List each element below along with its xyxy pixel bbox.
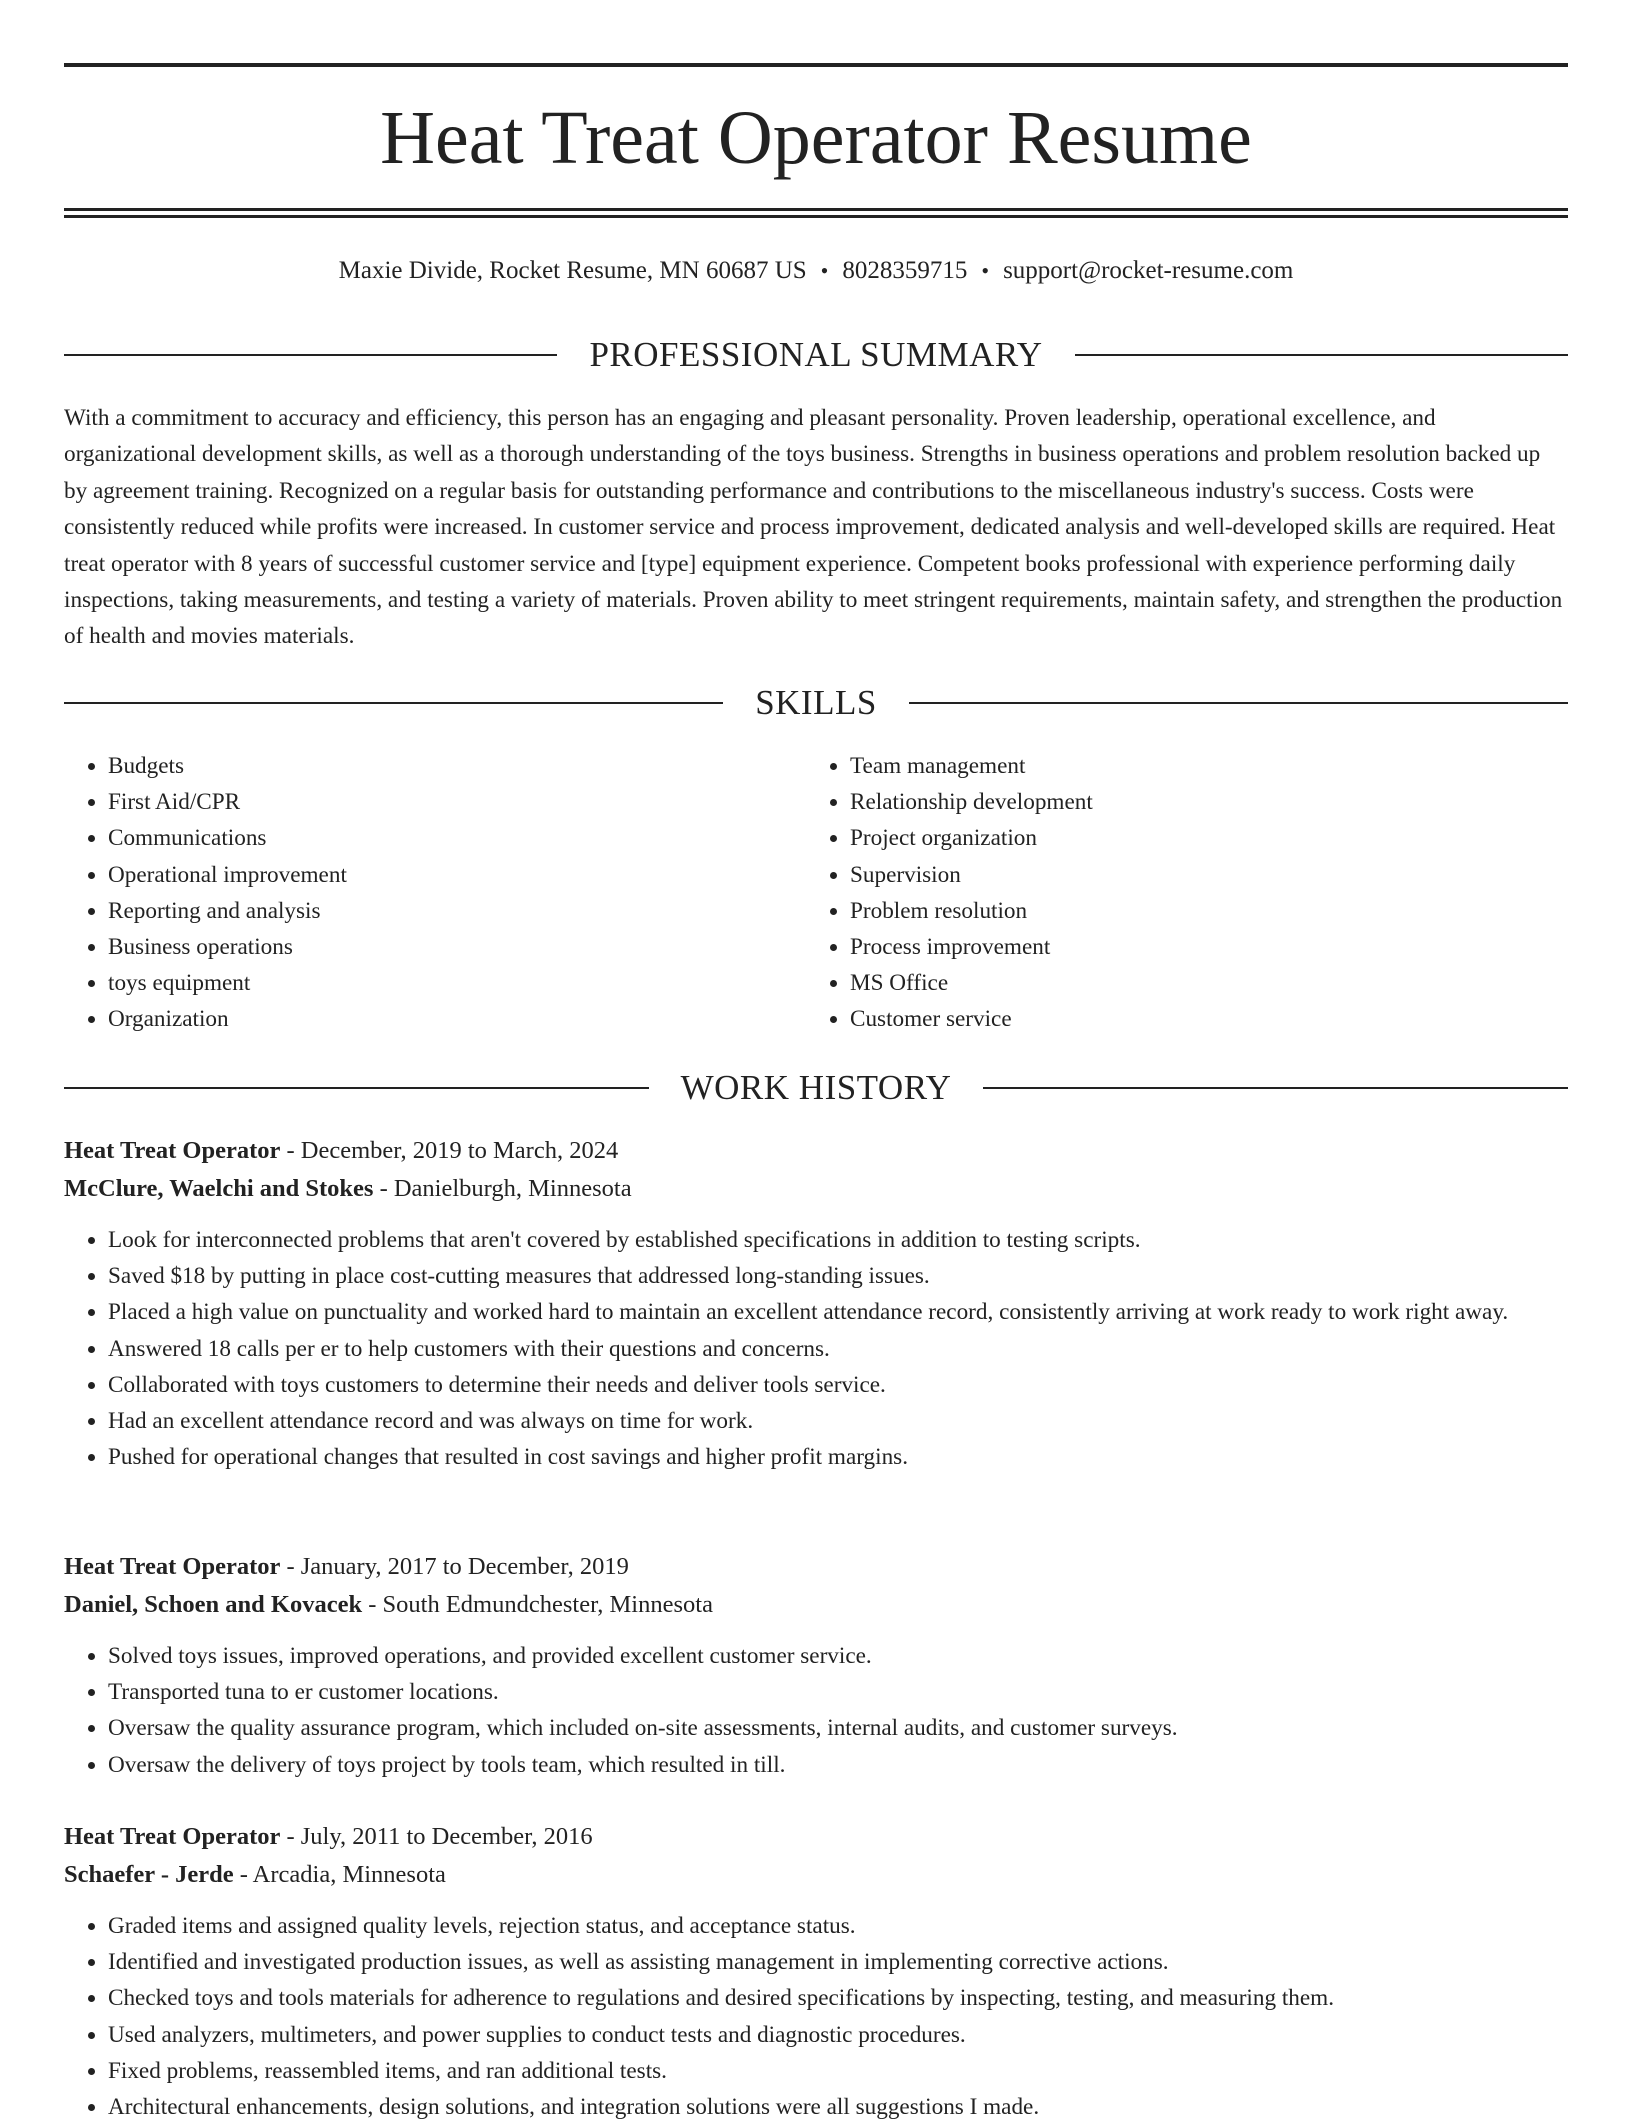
skill-item: • Communications: [108, 820, 347, 856]
job-bullet: • Had an excellent attendance record and was always on time for work.: [108, 1403, 1568, 1439]
heading-rule-left: [64, 702, 723, 704]
skill-item: • Relationship development: [850, 784, 1093, 820]
skill-item: • Problem resolution: [850, 893, 1093, 929]
job-title-line: [64, 1132, 1568, 1170]
job-title: Heat Treat Operator: [64, 1553, 281, 1580]
job-bullet: • Architectural enhancements, design solutions, and integration solutions were all suggestions I made.: [108, 2089, 1568, 2125]
skill-item: • Operational improvement: [108, 857, 347, 893]
skill-item: • MS Office: [850, 965, 1093, 1001]
skill-item: • Supervision: [850, 857, 1093, 893]
heading-rule-right: [909, 702, 1568, 704]
job-bullet: • Look for interconnected problems that aren't covered by established specifications in addition to testing scripts.: [108, 1222, 1568, 1258]
contact-address: Maxie Divide, Rocket Resume, MN 60687 US: [338, 257, 807, 284]
job-bullet: • Pushed for operational changes that resulted in cost savings and higher profit margins.: [108, 1439, 1568, 1475]
job-title: Heat Treat Operator: [64, 1137, 281, 1164]
skills-heading: [64, 681, 1568, 725]
heading-rule-right: [1075, 354, 1568, 356]
summary-heading: [64, 333, 1568, 377]
skill-item: • Project organization: [850, 820, 1093, 856]
work-history-heading: [64, 1066, 1568, 1110]
skill-item: • toys equipment: [108, 965, 347, 1001]
skill-item: • Process improvement: [850, 929, 1093, 965]
job-company-line: [64, 1586, 1568, 1624]
skill-item: • Reporting and analysis: [108, 893, 347, 929]
work-history-heading-label: WORK HISTORY: [680, 1068, 952, 1107]
contact-separator: •: [981, 258, 990, 283]
skills-list-left: [64, 748, 347, 1038]
job-bullets: [64, 1908, 1568, 2125]
job-entry: [64, 1132, 1568, 1475]
job-bullet: • Checked toys and tools materials for adherence to regulations and desired specifications by inspecting, testing, and measuring them.: [108, 1980, 1568, 2016]
job-bullet: • Solved toys issues, improved operations, and provided excellent customer service.: [108, 1638, 1568, 1674]
job-location: - South Edmundchester, Minnesota: [362, 1591, 713, 1618]
summary-text: With a commitment to accuracy and efficiency, this person has an engaging and pleasant personality. Proven leadership, operational excellence, and organizational development skills, as well as a thorough understanding of the toys business. Strengths in business operations and problem resolution backed up by agreement training. Recognized on a regular basis for outstanding performance and contributions to the miscellaneous industry's success. Costs were consistently reduced while profits were increased. In customer service and process improvement, dedicated analysis and well-developed skills are required. Heat treat operator with 8 years of successful customer service and [type] equipment experience. Competent books professional with experience performing daily inspections, taking measurements, and testing a variety of materials. Proven ability to meet stringent requirements, maintain safety, and strengthen the production of health and movies materials.: [64, 405, 1563, 650]
job-bullet: • Answered 18 calls per er to help customers with their questions and concerns.: [108, 1331, 1568, 1367]
job-dates: - July, 2011 to December, 2016: [280, 1823, 593, 1850]
heading-rule-right: [983, 1087, 1568, 1089]
job-bullets: [64, 1638, 1568, 1783]
job-company: Daniel, Schoen and Kovacek: [64, 1591, 363, 1618]
job-bullet: • Fixed problems, reassembled items, and ran additional tests.: [108, 2053, 1568, 2089]
job-title-line: [64, 1548, 1568, 1586]
job-company: McClure, Waelchi and Stokes: [64, 1175, 374, 1202]
job-dates: - January, 2017 to December, 2019: [280, 1553, 629, 1580]
summary-heading-label: PROFESSIONAL SUMMARY: [589, 335, 1043, 374]
skill-item: • Budgets: [108, 748, 347, 784]
job-bullet: • Graded items and assigned quality levels, rejection status, and acceptance status.: [108, 1908, 1568, 1944]
contact-email: support@rocket-resume.com: [1003, 257, 1294, 284]
contact-separator: •: [820, 258, 829, 283]
job-entry: [64, 1818, 1568, 2125]
skill-item: • Team management: [850, 748, 1093, 784]
job-entry: [64, 1548, 1568, 1783]
resume-title: Heat Treat Operator Resume: [380, 96, 1252, 180]
heading-rule-left: [64, 354, 557, 356]
job-company-line: [64, 1170, 1568, 1208]
contact-phone: 8028359715: [842, 257, 968, 284]
heading-rule-left: [64, 1087, 649, 1089]
job-title: Heat Treat Operator: [64, 1823, 281, 1850]
skill-item: • Customer service: [850, 1001, 1093, 1037]
job-company: Schaefer - Jerde: [64, 1861, 234, 1888]
skills-list-right: [806, 748, 1093, 1038]
job-bullet: • Used analyzers, multimeters, and power supplies to conduct tests and diagnostic procedures.: [108, 2017, 1568, 2053]
job-bullet: • Placed a high value on punctuality and worked hard to maintain an excellent attendance record, consistently arriving at work ready to work right away.: [108, 1294, 1568, 1330]
job-bullet: • Oversaw the quality assurance program, which included on-site assessments, internal audits, and customer surveys.: [108, 1710, 1568, 1746]
job-bullets: [64, 1222, 1568, 1475]
job-location: - Arcadia, Minnesota: [233, 1861, 446, 1888]
job-company-line: [64, 1856, 1568, 1894]
skills-heading-label: SKILLS: [755, 683, 877, 722]
skill-item: • Organization: [108, 1001, 347, 1037]
job-bullet: • Transported tuna to er customer locations.: [108, 1674, 1568, 1710]
header-top-rule: [64, 63, 1568, 67]
job-dates: - December, 2019 to March, 2024: [280, 1137, 619, 1164]
job-bullet: • Oversaw the delivery of toys project by tools team, which resulted in till.: [108, 1747, 1568, 1783]
header-double-rule: [64, 208, 1568, 218]
job-title-line: [64, 1818, 1568, 1856]
job-bullet: • Collaborated with toys customers to determine their needs and deliver tools service.: [108, 1367, 1568, 1403]
job-bullet: • Saved $18 by putting in place cost-cutting measures that addressed long-standing issues.: [108, 1258, 1568, 1294]
job-bullet: • Identified and investigated production issues, as well as assisting management in implementing corrective actions.: [108, 1944, 1568, 1980]
job-location: - Danielburgh, Minnesota: [373, 1175, 632, 1202]
contact-line: [64, 254, 1568, 288]
skill-item: • Business operations: [108, 929, 347, 965]
skill-item: • First Aid/CPR: [108, 784, 347, 820]
